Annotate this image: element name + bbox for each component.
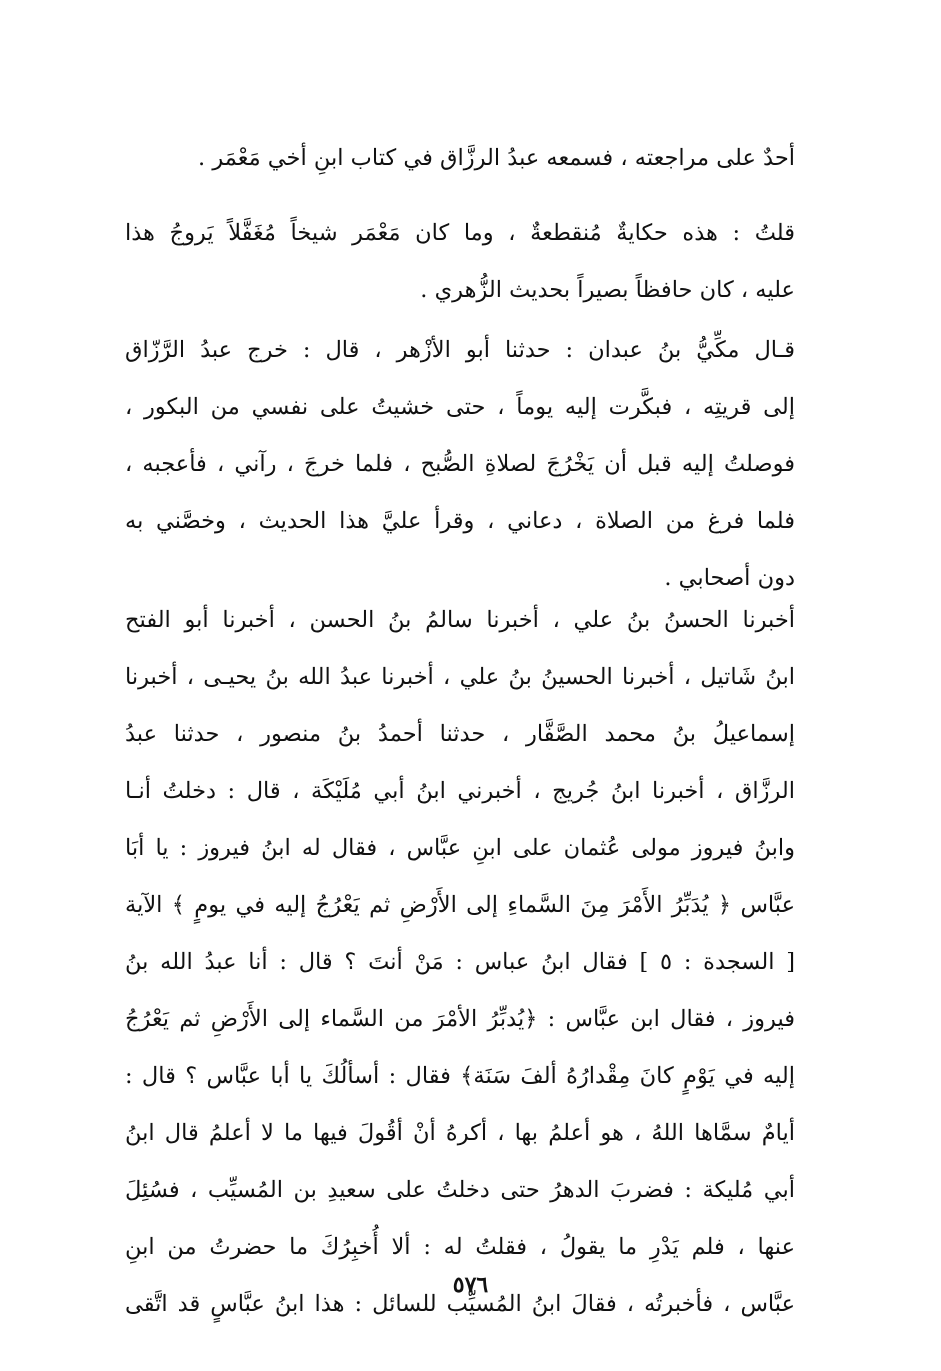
- paragraph-narration-end: [125, 130, 795, 187]
- page-number: ٥٧٦: [452, 1272, 489, 1298]
- text-line: الرزَّاق ، أخبرنا ابنُ جُريج ، أخبرني ابنُ أبي مُلَيْكَة ، قال : دخلتُ أنـا: [125, 778, 795, 804]
- text-line: عليه ، كان حافظاً بصيراً بحديث الزُّهري .: [420, 277, 795, 303]
- text-line: [ السجدة : ٥ ] فقال ابنُ عباس : مَنْ أنتَ ؟ قال : أنا عبدُ الله بنُ: [125, 949, 795, 975]
- text-line: أخبرنا الحسنُ بنُ علي ، أخبرنا سالمُ بنُ الحسن ، أخبرنا أبو الفتح: [125, 607, 795, 633]
- text-line: عبَّاس ﴿ يُدَبِّرُ الأَمْرَ مِنَ السَّماءِ إلى الأَرْضِ ثم يَعْرُجُ إليه في يومٍ ﴾ الآية: [125, 892, 795, 918]
- text-line: أيامٌ سمَّاها اللهُ ، هو أعلمُ بها ، أكرهُ أنْ أقُولَ فيها ما لا أعلمُ قال ابنُ: [125, 1120, 795, 1146]
- text-line: قلتُ : هذه حكايةٌ مُنقطعةٌ ، وما كان مَعْمَر شيخاً مُغَفَّلاً يَروجُ هذا: [125, 220, 795, 246]
- text-line: فيروز ، فقال ابن عبَّاس : ﴿يُدبِّرُ الأمْرَ من السَّماء إلى الأَرْضِ ثم يَعْرُجُ: [125, 1006, 795, 1032]
- text-line: وابنُ فيروز مولى عُثمان على ابنِ عبَّاس ، فقال له ابنُ فيروز : يا أبَا: [125, 835, 795, 861]
- text-line: قـال مكِّيُّ بنُ عبدان : حدثنا أبو الأزْهر ، قال : خرج عبدُ الرَّزّاق: [125, 337, 795, 363]
- text-line: عبَّاس ، فأخبرتُه ، فقالَ ابنُ المُسيِّب للسائل : هذا ابنُ عبَّاسٍ قد اتَّقى: [125, 1291, 795, 1317]
- text-line: ابنُ شَاتيل ، أخبرنا الحسينُ بنُ علي ، أخبرنا عبدُ الله بنُ يحيـى ، أخبرنا: [125, 664, 795, 690]
- text-line: أحدٌ على مراجعته ، فسمعه عبدُ الرزَّاق في كتاب ابنِ أخي مَعْمَر .: [198, 145, 795, 171]
- text-line: عنها ، فلم يَدْرِ ما يقولُ ، فقلتُ له : ألا أُخبِرُكَ ما حضرتُ من ابنِ: [125, 1234, 795, 1260]
- text-line: فوصلتُ إليه قبل أن يَخْرُجَ لصلاةِ الصُّبح ، فلما خرجَ ، رآني ، فأعجبه ،: [125, 451, 795, 477]
- text-line: إليه في يَوْمٍ كانَ مِقْدارُهُ ألفَ سَنَة﴾ فقال : أسألُكَ يا أبا عبَّاس ؟ قال :: [125, 1063, 795, 1089]
- text-line: دون أصحابي .: [664, 565, 795, 591]
- paragraph-makki-narration: [125, 322, 795, 607]
- paragraph-author-comment: [125, 205, 795, 319]
- text-line: فلما فرغ من الصلاة ، دعاني ، وقرأ عليَّ هذا الحديث ، وخصَّني به: [125, 508, 795, 534]
- text-line: أبي مُليكة : فضربَ الدهرُ حتى دخلتُ على سعيدِ بن المُسيِّب ، فسُئِلَ: [125, 1177, 795, 1203]
- text-line: إسماعيلُ بنُ محمد الصَّفَّار ، حدثنا أحمدُ بنُ منصور ، حدثنا عبدُ: [125, 721, 795, 747]
- paragraph-hadith-chain: [125, 592, 795, 1333]
- text-line: إلى قريتِه ، فبكَّرت إليه يوماً ، حتى خشيتُ على نفسي من البكور ،: [125, 394, 795, 420]
